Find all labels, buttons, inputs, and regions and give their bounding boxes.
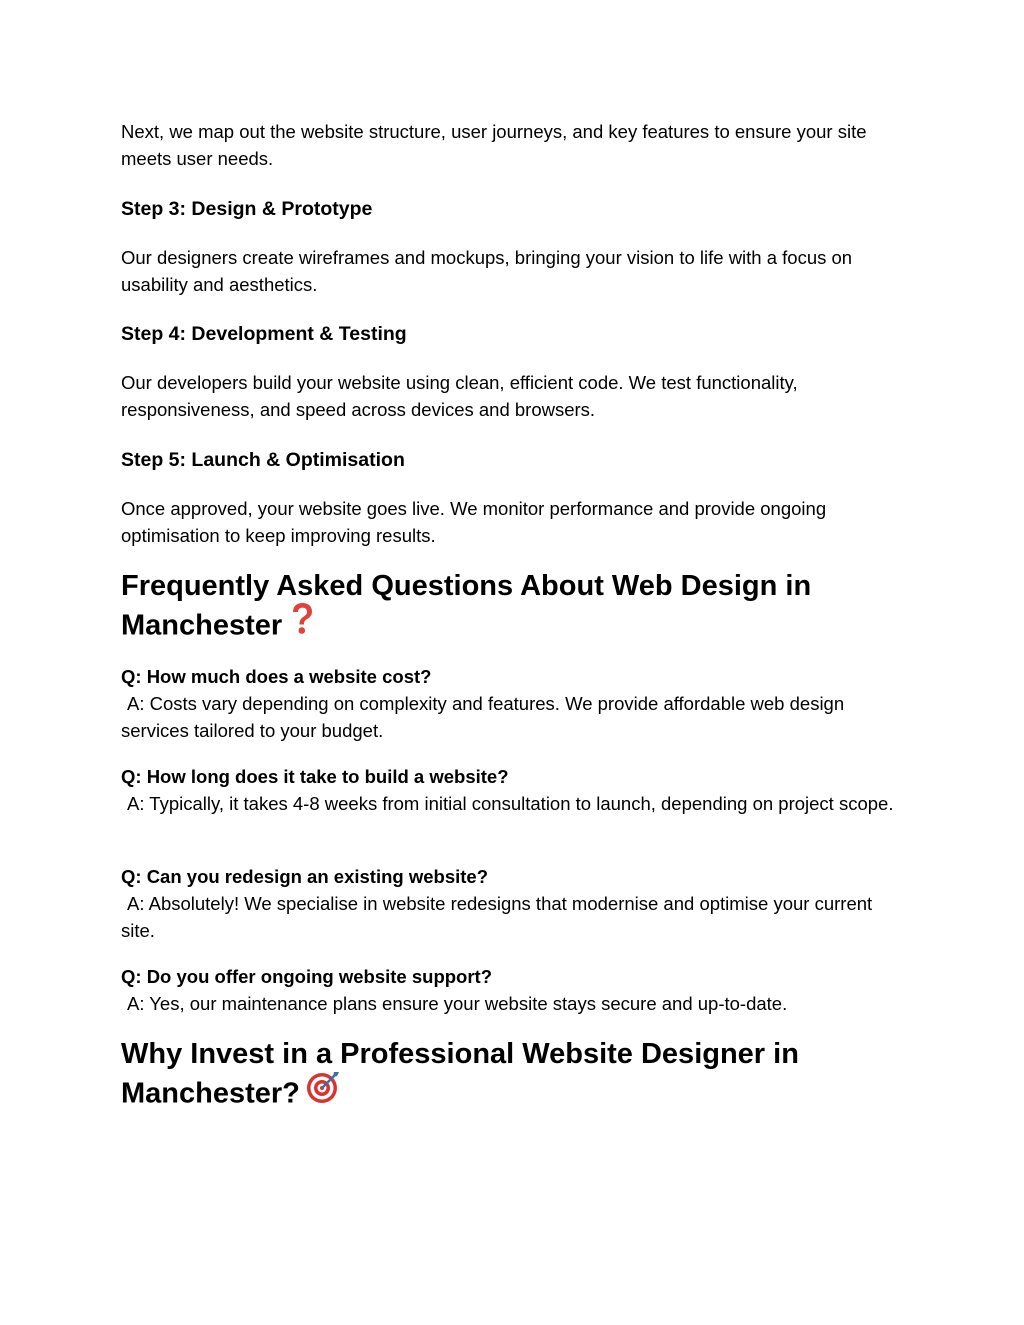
step-5-body: Once approved, your website goes live. We monitor performance and provide ongoing optimisation to keep improving results.	[121, 498, 827, 546]
faq-answer-2: A: Typically, it takes 4-8 weeks from initial consultation to launch, depending on project scope.	[127, 793, 894, 814]
faq-question-3: Q: Can you redesign an existing website?	[121, 866, 488, 887]
faq-heading-text: Frequently Asked Questions About Web Design in Manchester	[121, 570, 812, 642]
faq-heading	[121, 567, 841, 649]
step-5-title: Step 5: Launch & Optimisation	[121, 449, 405, 471]
faq-question-4: Q: Do you offer ongoing website support?	[121, 966, 493, 987]
faq-answer-3: A: Absolutely! We specialise in website redesigns that modernise and optimise your current site.	[121, 893, 873, 941]
faq-answer-1: A: Costs vary depending on complexity and features. We provide affordable web design services tailored to your budget.	[121, 693, 845, 741]
step-3-title: Step 3: Design & Prototype	[121, 198, 373, 220]
red-question-mark-icon	[288, 602, 316, 646]
step-3-body: Our designers create wireframes and mockups, bringing your vision to life with a focus on usability and aesthetics.	[121, 247, 853, 295]
faq-answer-4: A: Yes, our maintenance plans ensure your website stays secure and up-to-date.	[127, 993, 788, 1014]
step-4-body: Our developers build your website using clean, efficient code. We test functionality, responsiveness, and speed across devices and browsers.	[121, 372, 798, 420]
target-icon	[306, 1070, 342, 1114]
why-heading	[121, 1035, 841, 1117]
faq-question-2: Q: How long does it take to build a website?	[121, 766, 509, 787]
step-4-title: Step 4: Development & Testing	[121, 323, 407, 345]
why-heading-text: Why Invest in a Professional Website Designer in Manchester?	[121, 1038, 799, 1110]
faq-question-1: Q: How much does a website cost?	[121, 666, 432, 687]
intro-paragraph: Next, we map out the website structure, user journeys, and key features to ensure your site meets user needs.	[121, 121, 867, 169]
